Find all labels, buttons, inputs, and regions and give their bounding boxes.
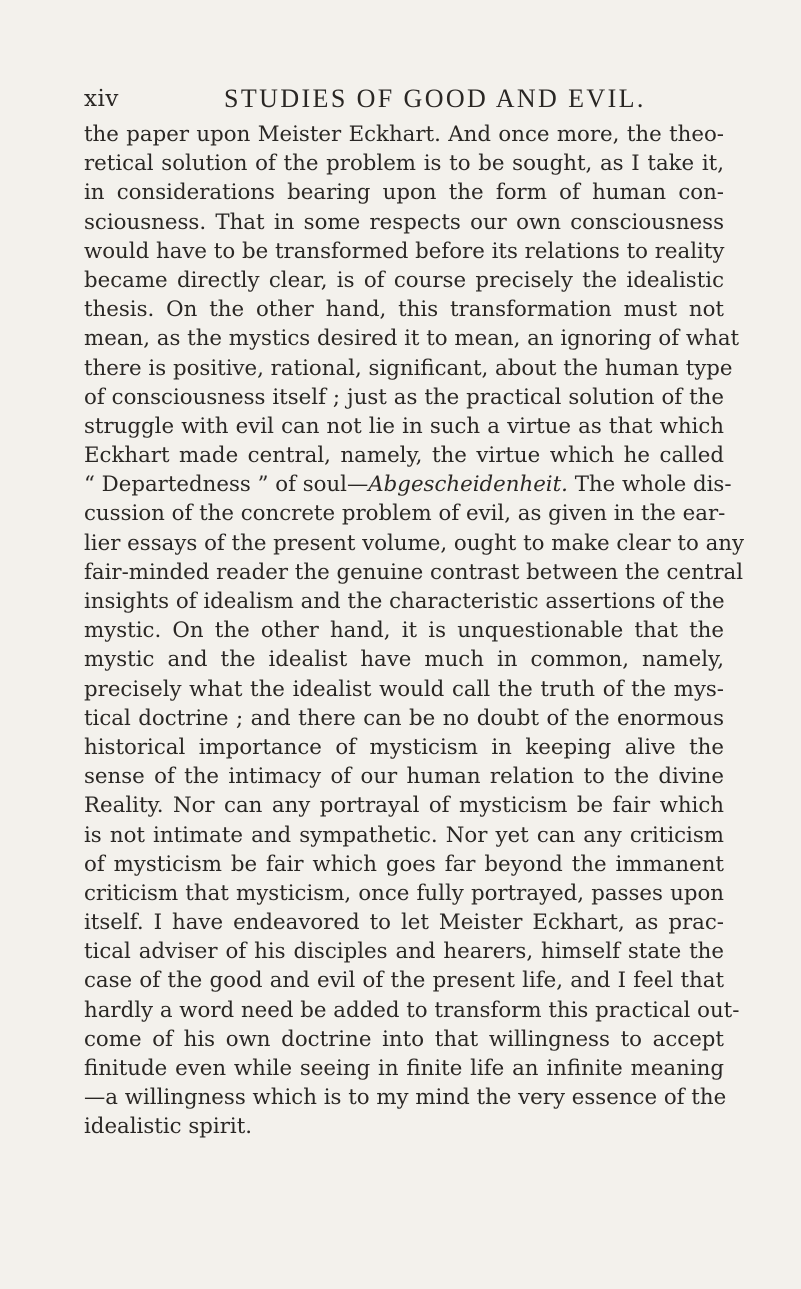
text-line: insights of idealism and the characteristic assertions of the	[84, 589, 725, 614]
line-13-before: “ Departedness ” of soul—	[84, 472, 369, 498]
text-line: there is positive, rational, significant, about the human type	[84, 355, 733, 381]
text-line: come of his own doctrine into that willingness to accept	[84, 1026, 724, 1052]
text-line: mystic. On the other hand, it is unquestionable that the	[84, 618, 724, 644]
text-line-final: idealistic spirit.	[84, 1114, 253, 1140]
text-line: precisely what the idealist would call the truth of the mys-	[84, 676, 724, 702]
text-line: itself. I have endeavored to let Meister Eckhart, as prac-	[84, 910, 724, 936]
text-line: lier essays of the present volume, ought to make clear to any	[84, 530, 745, 556]
text-line: sense of the intimacy of our human relation to the divine	[84, 764, 724, 790]
text-line: of mysticism be fair which goes far beyond the immanent	[84, 851, 724, 877]
text-line: struggle with evil can not lie in such a virtue as that which	[84, 413, 724, 439]
text-line: hardly a word need be added to transform this practical out-	[84, 997, 740, 1023]
running-head-title: STUDIES OF GOOD AND EVIL.	[224, 84, 646, 113]
text-line-with-italic	[84, 470, 732, 499]
text-line: is not intimate and sympathetic. Nor yet can any criticism	[84, 822, 724, 848]
italic-term: Abgescheidenheit.	[368, 472, 568, 498]
text-line: cussion of the concrete problem of evil, as given in the ear-	[84, 501, 726, 527]
text-line: the paper upon Meister Eckhart. And once more, the theo-	[84, 122, 724, 147]
text-line: —a willingness which is to my mind the very essence of the	[84, 1085, 727, 1111]
text-line: sciousness. That in some respects our own consciousness	[84, 209, 724, 235]
text-line: criticism that mysticism, once fully portrayed, passes upon	[84, 880, 724, 906]
text-line: Eckhart made central, namely, the virtue which he called	[84, 443, 724, 469]
text-line: fair-minded reader the genuine contrast between the central	[84, 559, 744, 585]
page-number: xiv	[84, 86, 119, 112]
body-text	[84, 120, 745, 1142]
text-line: Reality. Nor can any portrayal of mysticism be fair which	[84, 793, 724, 819]
text-line: would have to be transformed before its relations to reality	[84, 238, 725, 264]
line-13-after: The whole dis-	[567, 472, 732, 498]
text-line: finitude even while seeing in finite life an infinite meaning	[84, 1056, 724, 1081]
text-line: historical importance of mysticism in keeping alive the	[84, 734, 724, 760]
running-head	[84, 84, 724, 114]
text-line: of consciousness itself ; just as the practical solution of the	[84, 384, 724, 410]
text-line: mystic and the idealist have much in common, namely,	[84, 647, 724, 673]
text-line: mean, as the mystics desired it to mean, an ignoring of what	[84, 326, 740, 352]
text-line: in considerations bearing upon the form of human con-	[84, 180, 724, 206]
text-line: case of the good and evil of the present life, and I feel that	[84, 968, 724, 994]
text-line: thesis. On the other hand, this transformation must not	[84, 297, 724, 323]
text-line: tical doctrine ; and there can be no doubt of the enormous	[84, 705, 724, 731]
text-line: retical solution of the problem is to be sought, as I take it,	[84, 151, 724, 177]
text-line: became directly clear, is of course precisely the idealistic	[84, 267, 724, 293]
text-line: tical adviser of his disciples and hearers, himself state the	[84, 939, 724, 965]
